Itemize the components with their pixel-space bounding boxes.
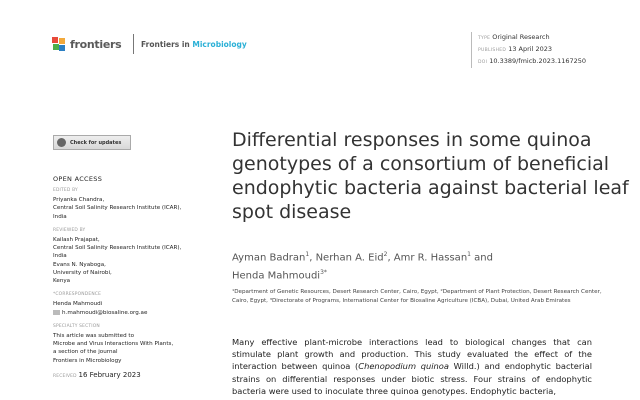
received-label: RECEIVED	[53, 373, 77, 379]
author-affil-mark: 1	[305, 251, 310, 258]
affiliations: ¹Department of Genetic Resources, Desert Research Center, Cairo, Egypt, ²Department of Plant Protection, Desert Research Center, Cairo, Egypt, ³Directorate of Programs, International Center for Biosaline Agriculture (ICBA), Dubai, United Arab Emirates	[232, 289, 602, 304]
reviewed-by-block	[53, 227, 223, 285]
specialty-line: a section of the journal	[53, 349, 118, 356]
abstract-text: Many effective plant-microbe interactions lead to biological changes that can stimulate plant growth and production. This study evaluated the effect of the interaction between quinoa (	[232, 337, 592, 372]
specialty-line: Frontiers in Microbiology	[53, 357, 122, 364]
reviewer-country: India	[53, 253, 67, 260]
published-value: 13 April 2023	[508, 45, 552, 53]
journal-prefix: Frontiers in	[141, 40, 193, 49]
editor-affiliation: Central Soil Salinity Research Institute (ICAR),	[53, 205, 182, 212]
editor-name: Priyanka Chandra,	[53, 197, 105, 204]
author-list	[232, 247, 493, 284]
crossmark-icon	[57, 138, 66, 147]
open-access-label: OPEN ACCESS	[53, 175, 103, 183]
author-affil-mark: 1	[467, 251, 471, 258]
article-title: Differential responses in some quinoa genotypes of a consortium of beneficial endophytic bacteria against bacterial leaf spot disease	[232, 129, 629, 223]
type-label: TYPE	[478, 36, 491, 41]
correspondence-email-row	[53, 309, 223, 317]
header-divider	[133, 34, 134, 54]
author-name[interactable]: Nerhan A. Eid	[315, 252, 384, 264]
received-block	[53, 371, 223, 381]
check-for-updates-button[interactable]	[53, 135, 131, 150]
correspondence-label: *CORRESPONDENCE	[53, 292, 102, 298]
specialty-line: Microbe and Virus Interactions With Plants,	[53, 341, 174, 348]
specialty-line: This article was submitted to	[53, 333, 135, 340]
author-affil-mark: 3*	[320, 269, 327, 277]
specialty-block	[53, 323, 223, 365]
doi-label: DOI	[478, 60, 488, 65]
reviewer-name: Evans N. Nyaboga,	[53, 261, 106, 268]
journal-name[interactable]	[141, 40, 247, 49]
author-name[interactable]: Amr R. Hassan	[393, 252, 468, 264]
reviewer-name: Kailash Prajapat,	[53, 237, 100, 244]
received-value: 16 February 2023	[78, 370, 141, 379]
journal-title: Microbiology	[192, 40, 247, 49]
author-name[interactable]: Ayman Badran	[232, 252, 306, 264]
reviewed-by-label: REVIEWED BY	[53, 227, 86, 233]
doi-link[interactable]: 10.3389/fmicb.2023.1167250	[489, 57, 587, 65]
author-name[interactable]: Henda Mahmoudi	[232, 270, 321, 282]
correspondence-block	[53, 291, 223, 317]
correspondence-name: Henda Mahmoudi	[53, 301, 103, 308]
species-name: Chenopodium quinoa	[358, 361, 449, 372]
reviewer-affiliation: University of Nairobi,	[53, 269, 112, 276]
published-label: PUBLISHED	[478, 48, 507, 53]
email-icon	[53, 310, 60, 315]
frontiers-logo-icon	[52, 37, 66, 51]
abstract	[232, 336, 592, 397]
type-value: Original Research	[492, 33, 550, 41]
publisher-name: frontiers	[70, 37, 122, 51]
author-separator: and	[470, 252, 493, 264]
author-separator: ,	[309, 252, 316, 264]
correspondence-email[interactable]: h.mahmoudi@biosaline.org.ae	[62, 309, 148, 316]
sidebar-info	[53, 187, 223, 387]
edited-by-block	[53, 187, 223, 221]
reviewer-affiliation: Central Soil Salinity Research Institute (ICAR),	[53, 245, 182, 252]
edited-by-label: EDITED BY	[53, 188, 78, 193]
check-updates-label: Check for updates	[70, 139, 122, 146]
reviewer-country: Kenya	[53, 278, 71, 285]
frontiers-logo[interactable]	[52, 37, 121, 51]
editor-country: India	[53, 213, 67, 220]
abstract-text: Willd.) and endophytic bacterial strains on differential responses under biotic stress. Four strains of endophytic bacteria were used to inoculate three quinoa genotypes. Endophytic bacteria,	[232, 361, 593, 396]
specialty-label: SPECIALTY SECTION	[53, 323, 100, 329]
author-separator: ,	[387, 252, 394, 264]
article-meta	[471, 32, 586, 68]
author-affil-mark: 2	[383, 251, 388, 258]
